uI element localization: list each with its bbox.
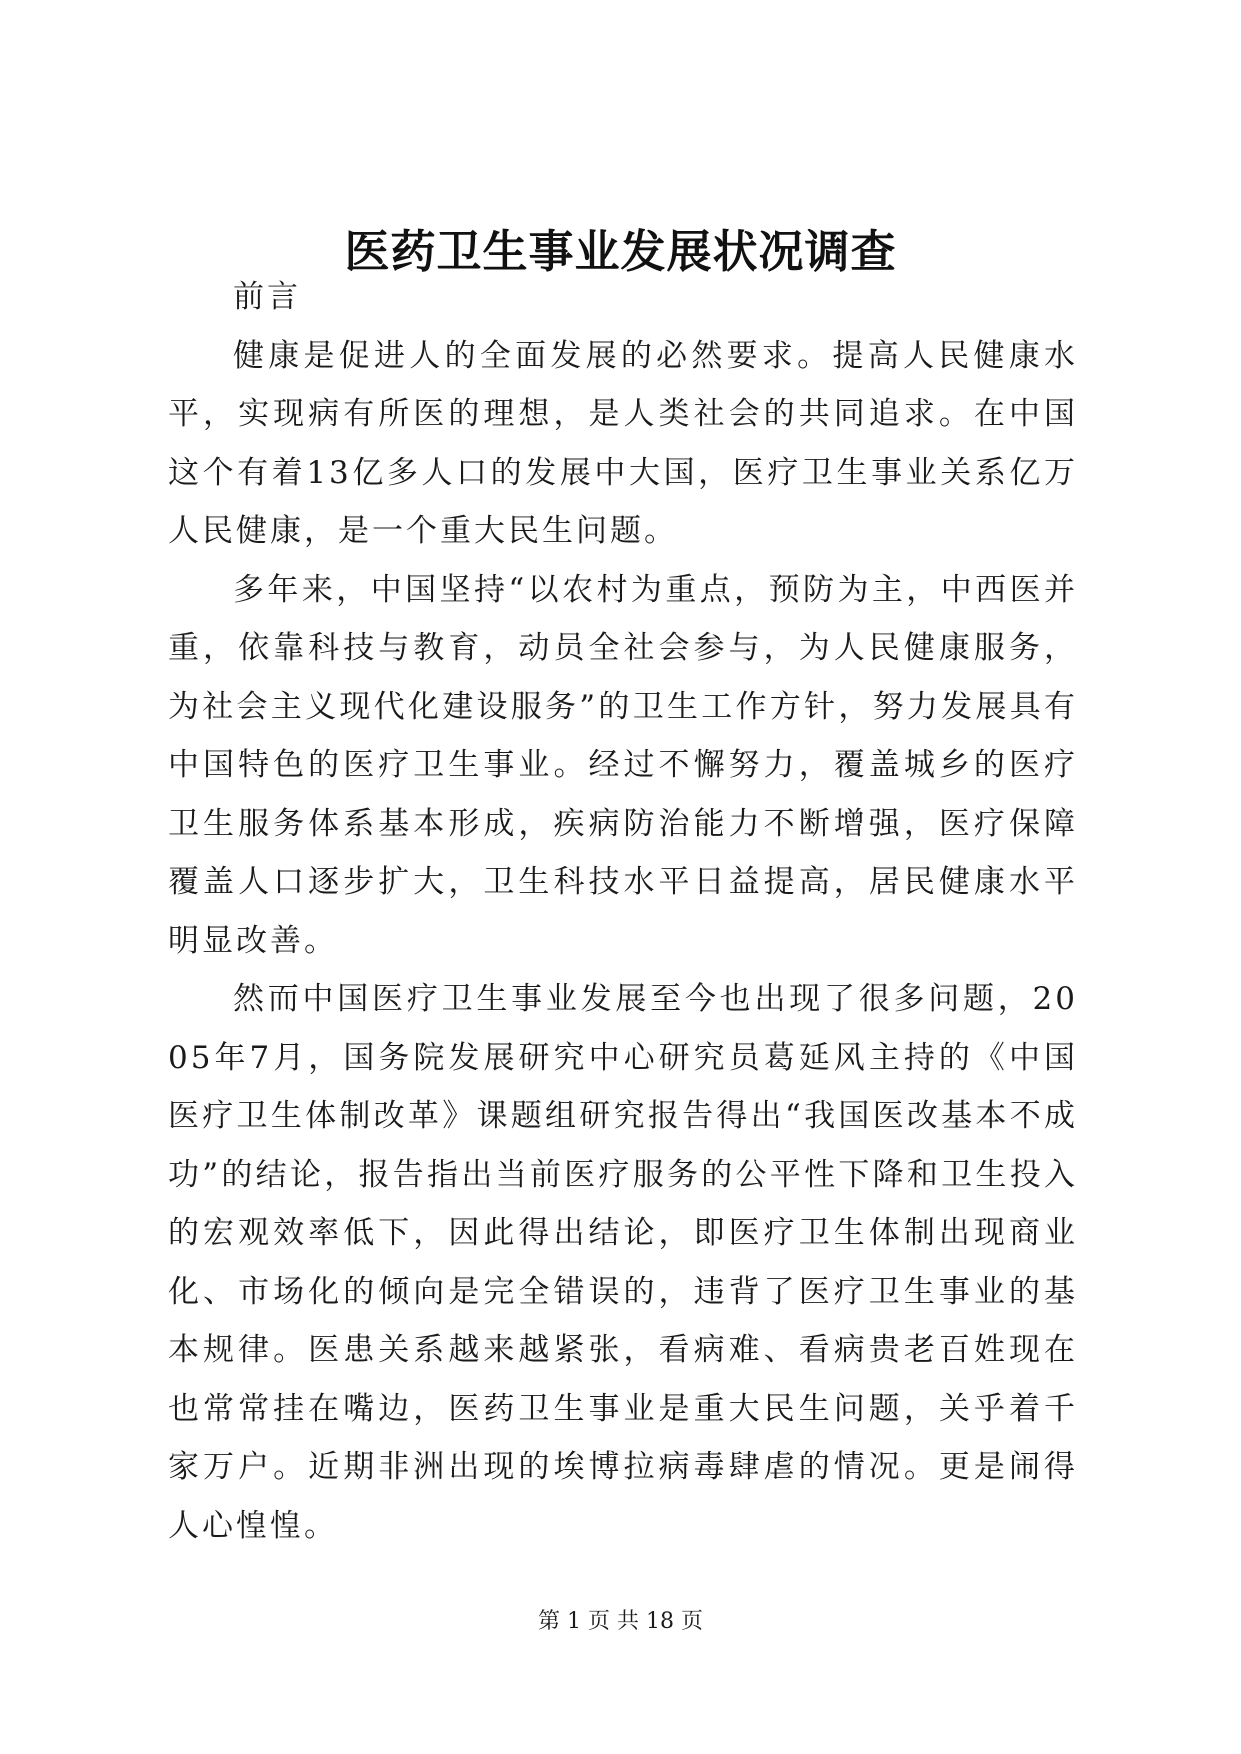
paragraph-1: 健康是促进人的全面发展的必然要求。提高人民健康水平，实现病有所医的理想，是人类社会的共同追求。在中国这个有着13亿多人口的发展中大国，医疗卫生事业关系亿万人民健康，是一个重大民生问题。: [168, 337, 1078, 549]
document-title: 医药卫生事业发展状况调查: [344, 225, 897, 278]
page-number-footer: 第 1 页 共 18 页: [538, 1609, 703, 1634]
document-body: [168, 268, 1078, 1555]
section-heading-preface: 前言: [233, 279, 301, 315]
paragraph-2: 多年来，中国坚持“以农村为重点，预防为主，中西医并重，依靠科技与教育，动员全社会参与，为人民健康服务，为社会主义现代化建设服务”的卫生工作方针，努力发展具有中国特色的医疗卫生事业。经过不懈努力，覆盖城乡的医疗卫生服务体系基本形成，疾病防治能力不断增强，医疗保障覆盖人口逐步扩大，卫生科技水平日益提高，居民健康水平明显改善。: [168, 571, 1078, 959]
paragraph-3: 然而中国医疗卫生事业发展至今也出现了很多问题，2005年7月，国务院发展研究中心研究员葛延风主持的《中国医疗卫生体制改革》课题组研究报告得出“我国医改基本不成功”的结论，报告指出当前医疗服务的公平性下降和卫生投入的宏观效率低下，因此得出结论，即医疗卫生体制出现商业化、市场化的倾向是完全错误的，违背了医疗卫生事业的基本规律。医患关系越来越紧张，看病难、看病贵老百姓现在也常常挂在嘴边，医药卫生事业是重大民生问题，关乎着千家万户。近期非洲出现的埃博拉病毒肆虐的情况。更是闹得人心惶惶。: [168, 981, 1078, 1544]
